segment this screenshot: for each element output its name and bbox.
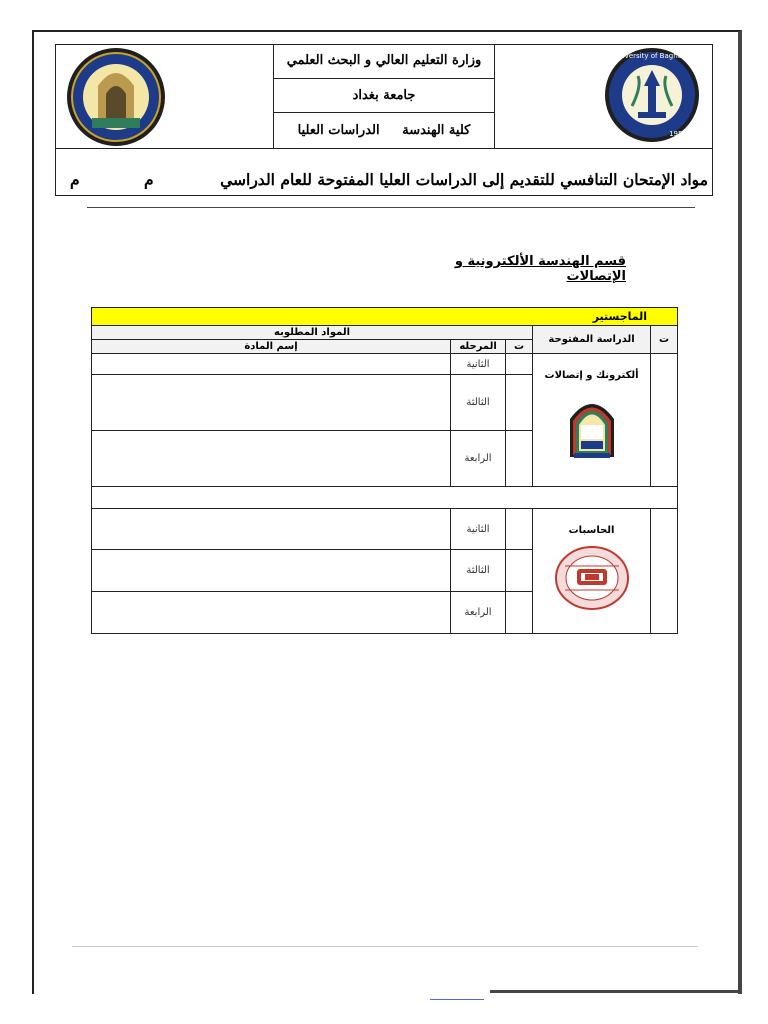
header-divider xyxy=(55,148,713,149)
col-sub-index-header: ت xyxy=(506,340,533,354)
subject-name-cell xyxy=(92,550,451,592)
footer-link-underline[interactable] xyxy=(430,999,484,1000)
col-subjects-header: المواد المطلوبه xyxy=(92,326,533,340)
college-name: كلية الهندسة الدراسات العليا xyxy=(297,122,471,138)
col-index-header: ت xyxy=(651,326,678,354)
department-heading: قسم الهندسة الألكترونية و الإتصالات xyxy=(454,254,626,284)
spacer-cell xyxy=(92,487,678,509)
sub-index-cell xyxy=(506,354,533,375)
table-row xyxy=(92,354,678,375)
college-of-engineering-logo-icon xyxy=(62,46,170,148)
year-suffix-1: م xyxy=(144,170,154,189)
section-index-cell xyxy=(651,354,678,487)
logo-university-text: University of Baghdad xyxy=(613,52,691,60)
col-stage-header: المرحله xyxy=(451,340,506,354)
section-study-cell xyxy=(533,354,651,487)
section-name: ألكترونك و إتصالات xyxy=(544,370,639,381)
subject-name-cell xyxy=(92,592,451,634)
level-cell: الماجستير xyxy=(92,308,678,326)
stage-cell: الثانية xyxy=(451,354,506,375)
table-row xyxy=(92,509,678,550)
subject-name-cell xyxy=(92,431,451,487)
stage-cell: الثانية xyxy=(451,509,506,550)
sub-index-cell xyxy=(506,509,533,550)
stage-cell: الثالثة xyxy=(451,375,506,431)
col-subject-name-header: إسم المادة xyxy=(92,340,451,354)
subject-name-cell xyxy=(92,354,451,375)
stage-cell: الثالثة xyxy=(451,550,506,592)
spacer-row xyxy=(92,487,678,509)
subjects-table xyxy=(91,307,678,634)
title-underline xyxy=(87,207,695,208)
section-index-cell xyxy=(651,509,678,634)
year-suffix-2: م xyxy=(70,170,80,189)
college-of-engineering-emblem-icon xyxy=(566,395,618,461)
sub-index-cell xyxy=(506,431,533,487)
logo-year-text: 1957 xyxy=(669,130,687,138)
footer-divider xyxy=(72,946,698,947)
stage-cell: الرابعة xyxy=(451,592,506,634)
header-info-grid xyxy=(273,44,495,148)
subject-name-cell xyxy=(92,375,451,431)
university-name: جامعة بغداد xyxy=(274,79,494,114)
university-of-baghdad-logo-icon xyxy=(598,46,706,144)
exam-title-text: مواد الإمتحان التنافسي للتقديم إلى الدراسات العليا المفتوحة للعام الدراسي xyxy=(220,170,708,189)
sub-index-cell xyxy=(506,592,533,634)
sub-index-cell xyxy=(506,375,533,431)
page-frame-bottom xyxy=(490,990,738,993)
ministry-name: وزارة التعليم العالي و البحث العلمي xyxy=(274,44,494,79)
level-row xyxy=(92,308,678,326)
section-study-cell xyxy=(533,509,651,634)
sub-index-cell xyxy=(506,550,533,592)
section-name: الحاسبات xyxy=(568,525,615,536)
col-study-header: الدراسة المفتوحة xyxy=(533,326,651,354)
exam-title xyxy=(60,170,708,189)
ced-emblem-icon xyxy=(555,546,629,610)
subject-name-cell xyxy=(92,509,451,550)
stage-cell: الرابعة xyxy=(451,431,506,487)
table-header-row xyxy=(92,326,678,340)
